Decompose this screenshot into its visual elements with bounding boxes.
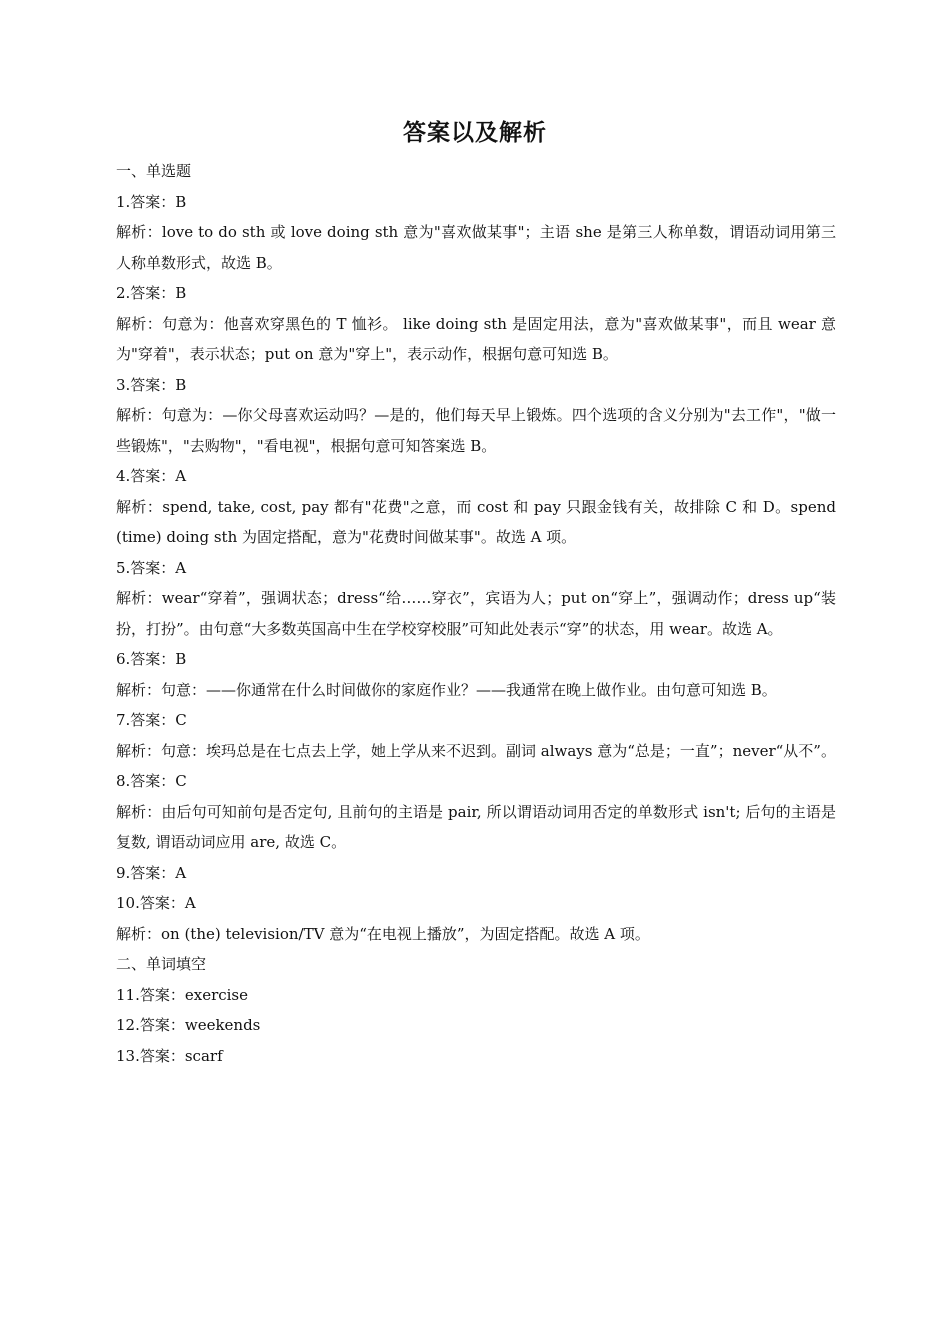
answer-11: 11.答案：exercise <box>116 985 249 1004</box>
answer-content <box>116 156 836 1071</box>
explanation-6: 解析：句意：——你通常在什么时间做你的家庭作业？——我通常在晚上做作业。由句意可知选 B。 <box>116 680 777 699</box>
explanation-8: 解析：由后句可知前句是否定句, 且前句的主语是 pair, 所以谓语动词用否定的单数形式 isn't; 后句的主语是复数, 谓语动词应用 are, 故选 C。 <box>116 802 836 851</box>
explanation-4: 解析：spend, take, cost, pay 都有"花费"之意，而 cost 和 pay 只跟金钱有关，故排除 C 和 D。spend (time) doing sth 为固定搭配，意为"花费时间做某事"。故选 A 项。 <box>116 497 836 546</box>
explanation-2: 解析：句意为：他喜欢穿黑色的 T 恤衫。 like doing sth 是固定用法，意为"喜欢做某事"，而且 wear 意为"穿着"，表示状态；put on 意为"穿上"，表示动作，根据句意可知选 B。 <box>116 314 836 363</box>
explanation-10: 解析：on (the) television/TV 意为“在电视上播放”，为固定搭配。故选 A 项。 <box>116 924 650 943</box>
explanation-1: 解析：love to do sth 或 love doing sth 意为"喜欢做某事"；主语 she 是第三人称单数，谓语动词用第三人称单数形式，故选 B。 <box>116 223 836 272</box>
answer-2: 2.答案：B <box>116 284 187 302</box>
answer-10: 10.答案：A <box>116 894 196 912</box>
answer-3: 3.答案：B <box>116 375 187 394</box>
answer-6: 6.答案：B <box>116 650 187 668</box>
answer-7: 7.答案：C <box>116 711 187 729</box>
explanation-5: 解析：wear“穿着”，强调状态；dress“给……穿衣”，宾语为人；put on“穿上”，强调动作；dress up“装扮，打扮”。由句意“大多数英国高中生在学校穿校服”可知此处表示“穿”的状态，用 wear。故选 A。 <box>116 589 836 638</box>
answer-8: 8.答案：C <box>116 772 187 790</box>
answer-9: 9.答案：A <box>116 863 187 882</box>
explanation-7: 解析：句意：埃玛总是在七点去上学，她上学从来不迟到。副词 always 意为“总是；一直”；never“从不”。 <box>116 741 836 760</box>
answer-12: 12.答案：weekends <box>116 1016 261 1034</box>
page-title: 答案以及解析 <box>403 120 547 146</box>
section-heading-word-fill: 二、单词填空 <box>116 955 207 973</box>
answer-4: 4.答案：A <box>116 467 187 485</box>
section-heading-single-choice: 一、单选题 <box>116 162 192 180</box>
explanation-3: 解析：句意为：—你父母喜欢运动吗？—是的，他们每天早上锻炼。四个选项的含义分别为"去工作"，"做一些锻炼"，"去购物"，"看电视"，根据句意可知答案选 B。 <box>116 406 836 455</box>
answer-1: 1.答案：B <box>116 192 187 211</box>
answer-13: 13.答案：scarf <box>116 1046 223 1065</box>
answer-5: 5.答案：A <box>116 558 187 577</box>
